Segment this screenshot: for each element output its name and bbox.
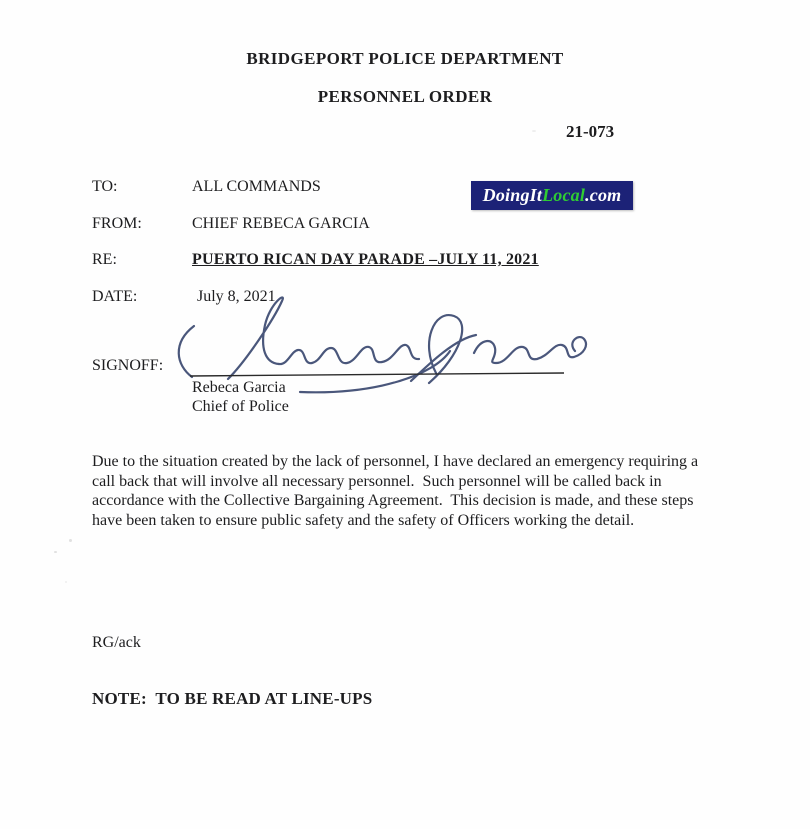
signature-line	[190, 373, 564, 376]
signoff-label: SIGNOFF:	[92, 357, 164, 374]
clerk-initials: RG/ack	[92, 634, 141, 651]
signer-identity	[192, 378, 289, 416]
re-value: PUERTO RICAN DAY PARADE –JULY 11, 2021	[192, 251, 539, 268]
to-value: ALL COMMANDS	[192, 178, 321, 195]
scan-speck	[54, 551, 57, 553]
order-number: 21-073	[566, 122, 615, 141]
watermark-part2: Local	[542, 185, 586, 205]
document-title: BRIDGEPORT POLICE DEPARTMENT	[246, 49, 564, 68]
signer-title: Chief of Police	[192, 398, 289, 415]
watermark-part3: .com	[585, 185, 622, 205]
date-value: July 8, 2021	[197, 288, 276, 305]
watermark-part1: DoingIt	[482, 185, 543, 205]
scan-speck	[532, 130, 536, 132]
re-label: RE:	[92, 251, 117, 268]
doingitlocal-watermark	[471, 181, 633, 210]
to-label: TO:	[92, 178, 118, 195]
from-label: FROM:	[92, 215, 142, 232]
date-label: DATE:	[92, 288, 138, 305]
body-paragraph: Due to the situation created by the lack of personnel, I have declared an emergency requiring a call back that will involve all necessary personnel. Such personnel will be called back in accordance with the Collective Bargaining Agreement. This decision is made, and these steps have been taken to ensure public safety and the safety of Officers working the detail.	[92, 453, 703, 529]
scan-speck	[65, 581, 67, 583]
scan-speck	[69, 539, 72, 542]
note-line: NOTE: TO BE READ AT LINE-UPS	[92, 689, 373, 708]
signer-name: Rebeca Garcia	[192, 379, 286, 396]
document-subtitle: PERSONNEL ORDER	[317, 87, 493, 106]
from-value: CHIEF REBECA GARCIA	[192, 215, 370, 232]
